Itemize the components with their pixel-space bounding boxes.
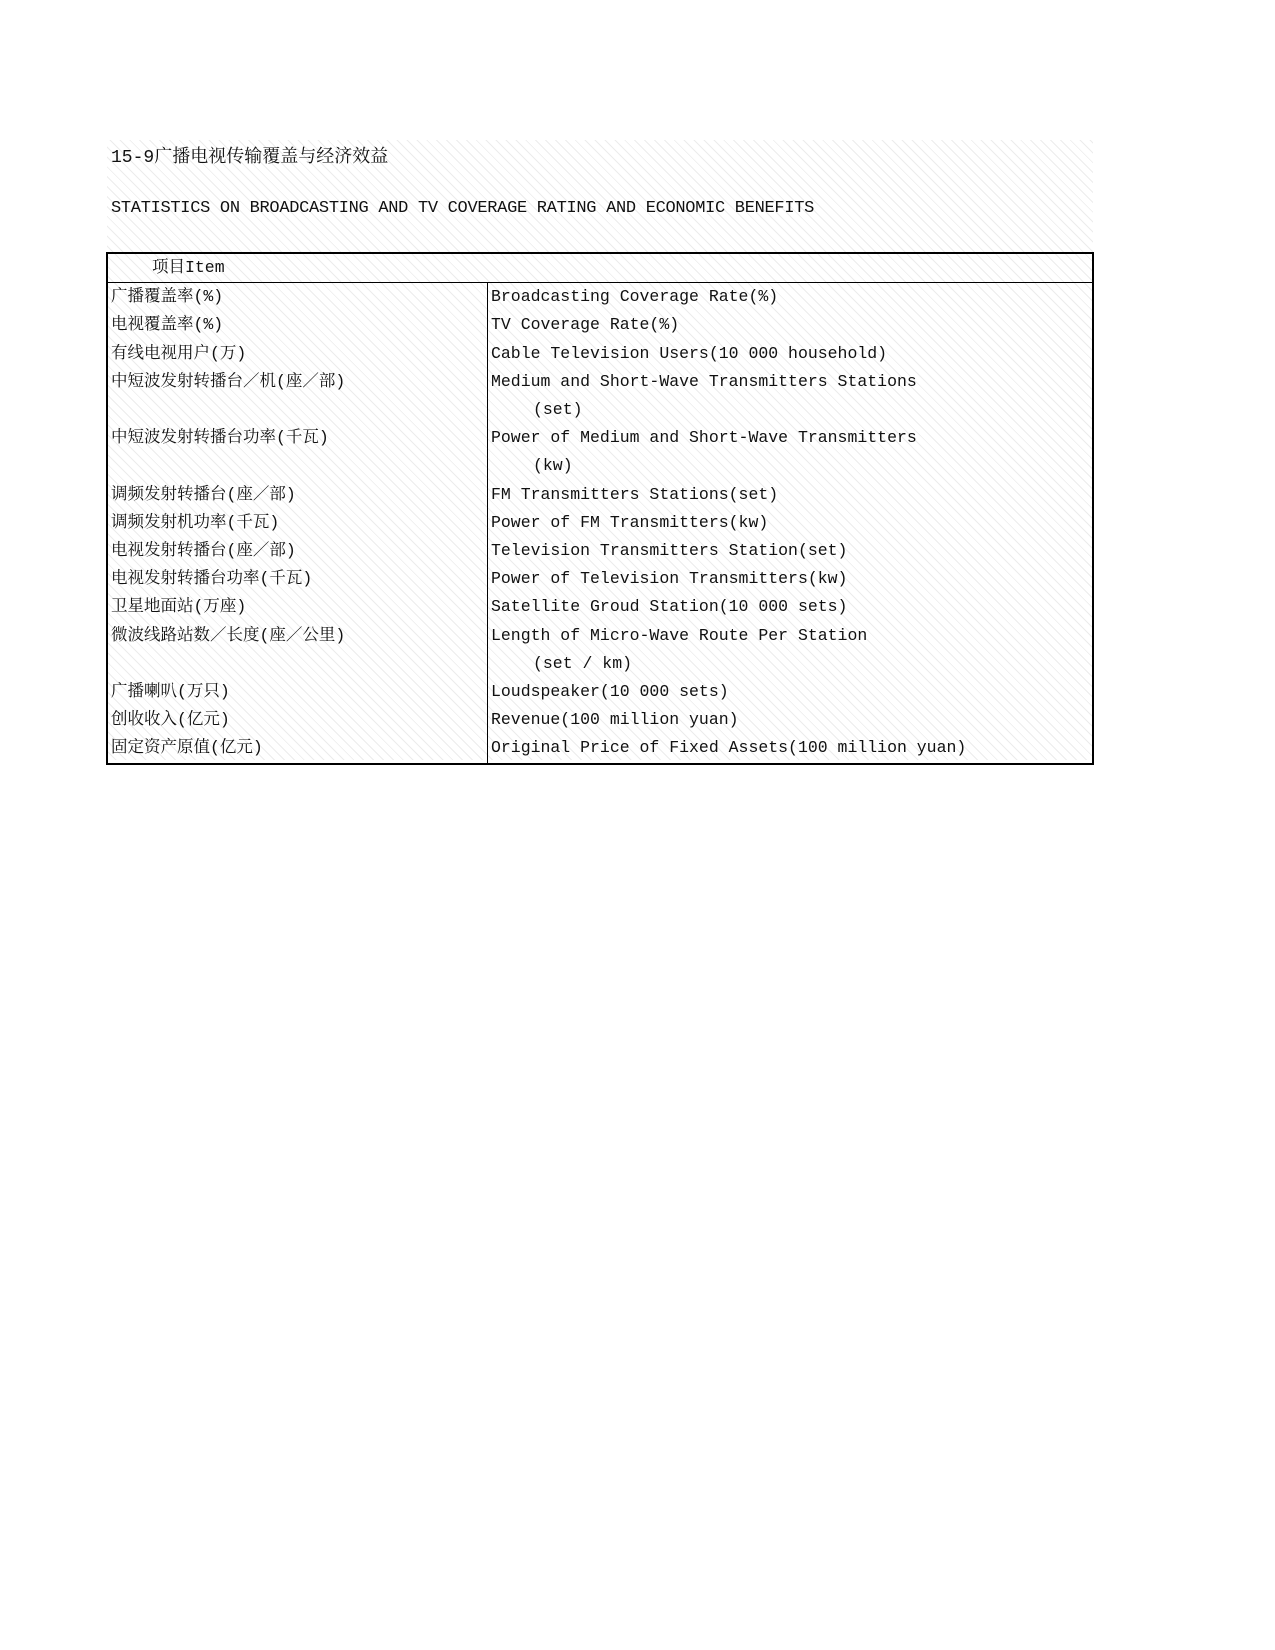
- header-item: 项目Item: [107, 253, 1093, 283]
- table-row: [107, 424, 1093, 480]
- row-label-en-line1: FM Transmitters Stations(set): [491, 484, 779, 504]
- row-label-cn: 电视发射转播台功率(千瓦): [107, 565, 488, 593]
- table-row: [107, 368, 1093, 424]
- row-label-en: [488, 424, 1094, 480]
- row-label-en: [488, 678, 1094, 706]
- row-label-en: [488, 509, 1094, 537]
- row-label-en-line1: Broadcasting Coverage Rate(%): [491, 287, 779, 307]
- row-label-cn: 微波线路站数／长度(座／公里): [107, 622, 488, 678]
- row-label-cn: 电视覆盖率(%): [107, 311, 488, 339]
- table-row: [107, 734, 1093, 763]
- row-label-en-line1: Original Price of Fixed Assets(100 million yuan): [491, 738, 967, 758]
- row-label-en-line1: Satellite Groud Station(10 000 sets): [491, 597, 848, 617]
- row-label-en-line1: Cable Television Users(10 000 household): [491, 343, 888, 363]
- row-label-en-line1: Revenue(100 million yuan): [491, 710, 739, 730]
- table-row: [107, 481, 1093, 509]
- row-label-cn: 广播喇叭(万只): [107, 678, 488, 706]
- row-label-en-line2: (set / km): [533, 653, 633, 673]
- table-header-row: [107, 253, 1093, 283]
- statistics-table: [106, 252, 1094, 765]
- row-label-cn: 调频发射机功率(千瓦): [107, 509, 488, 537]
- row-label-en: [488, 340, 1094, 368]
- row-label-en-line2: (set): [533, 400, 583, 420]
- row-label-en-line1: Medium and Short-Wave Transmitters Stations: [491, 371, 917, 391]
- row-label-cn: 广播覆盖率(%): [107, 283, 488, 312]
- row-label-cn: 固定资产原值(亿元): [107, 734, 488, 763]
- row-label-en: [488, 283, 1094, 312]
- row-label-en: [488, 481, 1094, 509]
- row-label-en-line1: Power of Television Transmitters(kw): [491, 569, 848, 589]
- row-label-en: [488, 311, 1094, 339]
- page-subtitle: STATISTICS ON BROADCASTING AND TV COVERAGE RATING AND ECONOMIC BENEFITS: [111, 199, 815, 218]
- table-row: [107, 706, 1093, 734]
- table-row: [107, 537, 1093, 565]
- row-label-cn: 电视发射转播台(座／部): [107, 537, 488, 565]
- row-label-en-line1: Power of Medium and Short-Wave Transmitters: [491, 428, 917, 448]
- row-label-en: [488, 565, 1094, 593]
- row-label-en: [488, 537, 1094, 565]
- table-row: [107, 509, 1093, 537]
- row-label-en: [488, 706, 1094, 734]
- row-label-cn: 中短波发射转播台功率(千瓦): [107, 424, 488, 480]
- table-row: [107, 283, 1093, 312]
- table-row: [107, 340, 1093, 368]
- page-title: 15-9广播电视传输覆盖与经济效益: [111, 148, 389, 168]
- row-label-cn: 创收收入(亿元): [107, 706, 488, 734]
- row-label-cn: 有线电视用户(万): [107, 340, 488, 368]
- row-label-en-line1: Loudspeaker(10 000 sets): [491, 682, 729, 702]
- row-label-en-line1: TV Coverage Rate(%): [491, 315, 680, 335]
- table-row: [107, 593, 1093, 621]
- row-label-en: [488, 622, 1094, 678]
- row-label-en: [488, 593, 1094, 621]
- row-label-cn: 卫星地面站(万座): [107, 593, 488, 621]
- table-row: [107, 565, 1093, 593]
- row-label-cn: 中短波发射转播台／机(座／部): [107, 368, 488, 424]
- row-label-en-line2: (kw): [533, 456, 573, 476]
- row-label-cn: 调频发射转播台(座／部): [107, 481, 488, 509]
- table-row: [107, 678, 1093, 706]
- table-row: [107, 311, 1093, 339]
- row-label-en-line1: Power of FM Transmitters(kw): [491, 512, 769, 532]
- row-label-en: [488, 734, 1094, 763]
- row-label-en-line1: Length of Micro-Wave Route Per Station: [491, 625, 868, 645]
- row-label-en: [488, 368, 1094, 424]
- table-row: [107, 622, 1093, 678]
- row-label-en-line1: Television Transmitters Station(set): [491, 541, 848, 561]
